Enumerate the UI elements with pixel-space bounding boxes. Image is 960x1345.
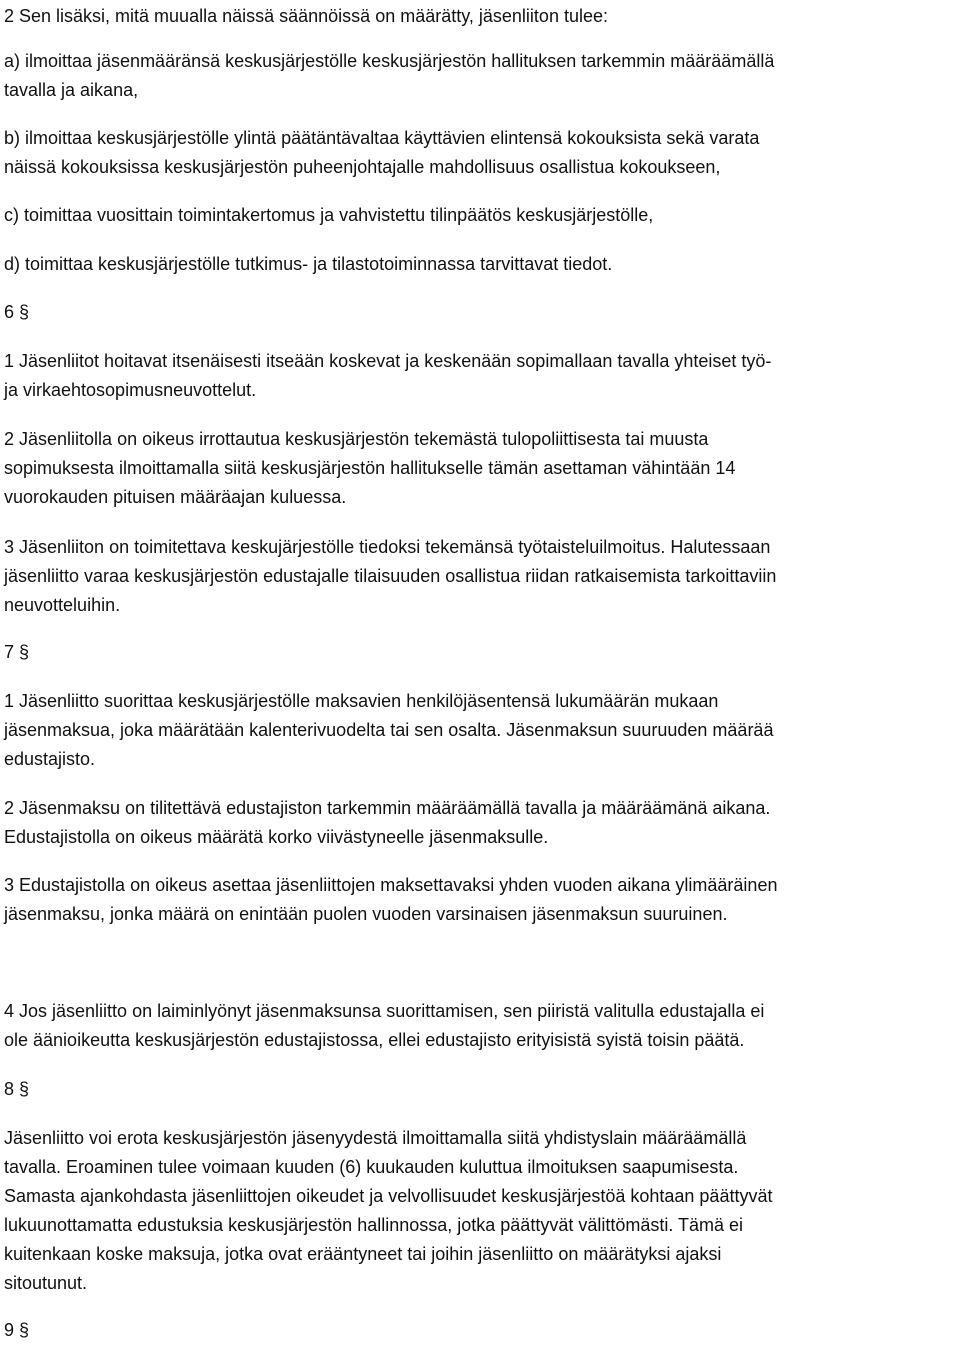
text-line: sopimuksesta ilmoittamalla siitä keskusjärjestön hallitukselle tämän asettaman vähintään 14 — [4, 458, 736, 478]
text-line: a) ilmoittaa jäsenmääränsä keskusjärjestölle keskusjärjestön hallituksen tarkemmin määräämällä — [4, 51, 775, 71]
section-heading-8 — [4, 1075, 954, 1104]
text-line: jäsenliitto varaa keskusjärjestön edustajalle tilaisuuden osallistua riidan ratkaisemista tarkoittaviin — [4, 566, 777, 586]
text-line: 9 § — [4, 1320, 30, 1340]
paragraph-7-2 — [4, 794, 954, 852]
paragraph-5-2-intro — [4, 2, 954, 31]
text-line: Edustajistolla on oikeus määrätä korko viivästyneelle jäsenmaksulle. — [4, 827, 549, 847]
section-heading-9 — [4, 1316, 954, 1345]
text-line: ole äänioikeutta keskusjärjestön edustajistossa, ellei edustajisto erityisistä syistä toisin päätä. — [4, 1030, 745, 1050]
list-item-b — [4, 124, 954, 182]
text-line: 3 Edustajistolla on oikeus asettaa jäsenliittojen maksettavaksi yhden vuoden aikana ylimääräinen — [4, 875, 778, 895]
list-item-c — [4, 201, 954, 230]
paragraph-6-3 — [4, 533, 954, 620]
section-heading-6 — [4, 298, 954, 327]
text-line: Samasta ajankohdasta jäsenliittojen oikeudet ja velvollisuudet keskusjärjestöä kohtaan päättyvät — [4, 1186, 773, 1206]
text-line: 6 § — [4, 302, 30, 322]
text-line: jäsenmaksua, joka määrätään kalenterivuodelta tai sen osalta. Jäsenmaksun suuruuden määrää — [4, 720, 774, 740]
text-line: 2 Jäsenliitolla on oikeus irrottautua keskusjärjestön tekemästä tulopoliittisesta tai muusta — [4, 429, 709, 449]
text-line: näissä kokouksissa keskusjärjestön puheenjohtajalle mahdollisuus osallistua kokoukseen, — [4, 157, 721, 177]
text-line: kuitenkaan koske maksuja, jotka ovat erääntyneet tai joihin jäsenliitto on määrätyksi ajaksi — [4, 1244, 722, 1264]
paragraph-6-2 — [4, 425, 954, 512]
text-line: sitoutunut. — [4, 1273, 88, 1293]
text-line: lukuunottamatta edustuksia keskusjärjestön hallinnossa, jotka päättyvät välittömästi. Tämä ei — [4, 1215, 744, 1235]
paragraph-7-4 — [4, 997, 954, 1055]
text-line: neuvotteluihin. — [4, 595, 121, 615]
text-line: 1 Jäsenliitto suorittaa keskusjärjestölle maksavien henkilöjäsentensä lukumäärän mukaan — [4, 691, 719, 711]
text-line: 1 Jäsenliitot hoitavat itsenäisesti itseään koskevat ja keskenään sopimallaan tavalla yhteiset työ- — [4, 351, 772, 371]
text-line: edustajisto. — [4, 749, 96, 769]
paragraph-7-3 — [4, 871, 954, 929]
text-line: vuorokauden pituisen määräajan kuluessa. — [4, 487, 347, 507]
paragraph-7-1 — [4, 687, 954, 774]
text-line: b) ilmoittaa keskusjärjestölle ylintä päätäntävaltaa käyttävien elintensä kokouksista sekä varata — [4, 128, 760, 148]
text-line: 7 § — [4, 642, 30, 662]
text-line: ja virkaehtosopimusneuvottelut. — [4, 380, 257, 400]
paragraph-8-1 — [4, 1124, 954, 1298]
text-line: tavalla. Eroaminen tulee voimaan kuuden (6) kuukauden kuluttua ilmoituksen saapumisesta. — [4, 1157, 739, 1177]
text-line: 8 § — [4, 1079, 30, 1099]
text-line: c) toimittaa vuosittain toimintakertomus ja vahvistettu tilinpäätös keskusjärjestölle, — [4, 205, 654, 225]
text-line: Jäsenliitto voi erota keskusjärjestön jäsenyydestä ilmoittamalla siitä yhdistyslain määräämällä — [4, 1128, 747, 1148]
text-line: 4 Jos jäsenliitto on laiminlyönyt jäsenmaksunsa suorittamisen, sen piiristä valitulla edustajalla ei — [4, 1001, 765, 1021]
list-item-d — [4, 250, 954, 279]
text-line: 2 Sen lisäksi, mitä muualla näissä säännöissä on määrätty, jäsenliiton tulee: — [4, 6, 608, 26]
text-line: tavalla ja aikana, — [4, 80, 139, 100]
text-line: 2 Jäsenmaksu on tilitettävä edustajiston tarkemmin määräämällä tavalla ja määräämänä aikana. — [4, 798, 771, 818]
list-item-a — [4, 47, 954, 105]
text-line: 3 Jäsenliiton on toimitettava keskujärjestölle tiedoksi tekemänsä työtaisteluilmoitus. Halutessaan — [4, 537, 771, 557]
section-heading-7 — [4, 638, 954, 667]
paragraph-6-1 — [4, 347, 954, 405]
text-line: d) toimittaa keskusjärjestölle tutkimus- ja tilastotoiminnassa tarvittavat tiedot. — [4, 254, 613, 274]
text-line: jäsenmaksu, jonka määrä on enintään puolen vuoden varsinaisen jäsenmaksun suuruinen. — [4, 904, 728, 924]
